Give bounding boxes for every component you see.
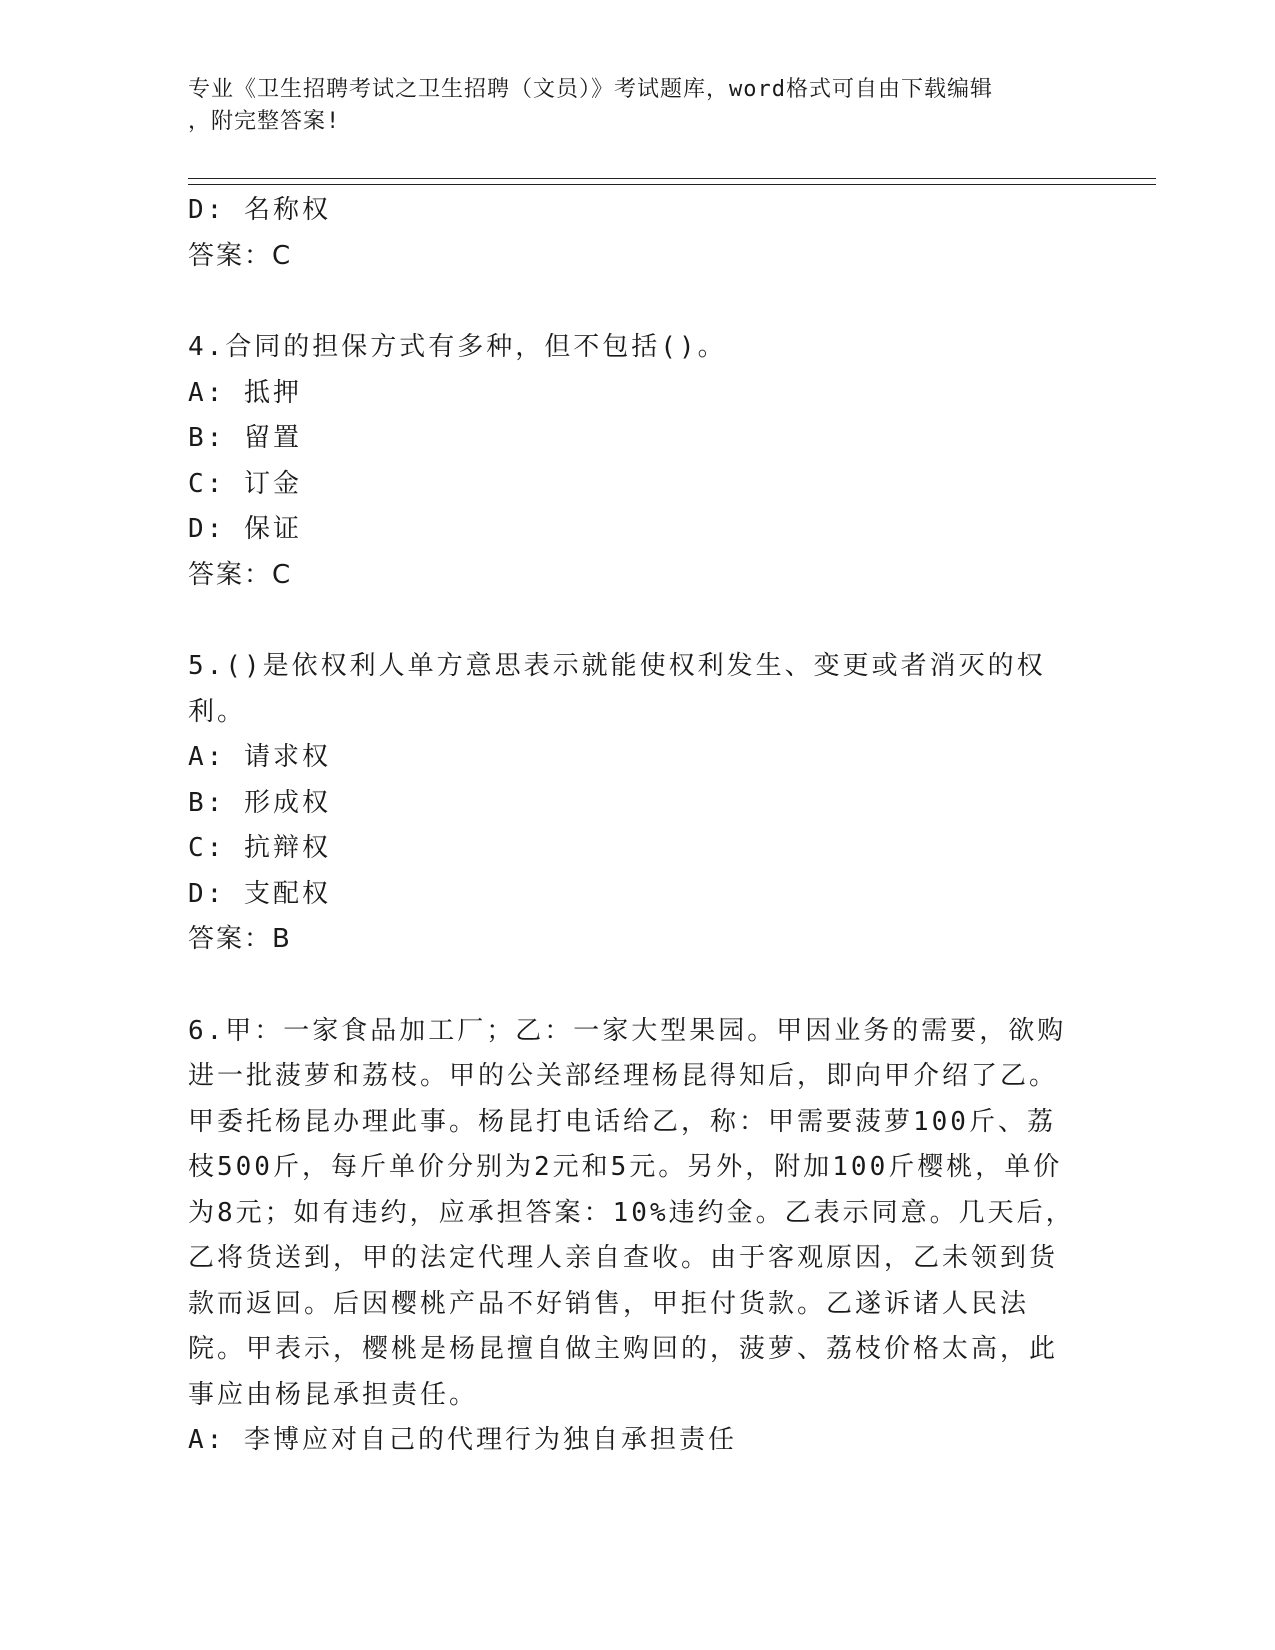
q4-option-d: D: 保证: [188, 514, 302, 544]
document-header: [188, 74, 1068, 138]
spacer: [188, 279, 1088, 325]
q5-option-d: D: 支配权: [188, 878, 331, 909]
spacer: [188, 598, 1088, 644]
q3-option-d: D: 名称权: [188, 195, 331, 225]
q4-option-b: B: 留置: [188, 423, 302, 453]
q4-option-c: C: 订金: [188, 468, 302, 499]
q5-option-b: B: 形成权: [188, 787, 331, 818]
q5-option-c: C: 抗辩权: [188, 833, 331, 863]
header-divider: [188, 178, 1156, 185]
q4-question: 4.合同的担保方式有多种，但不包括()。: [188, 332, 727, 362]
q5-question: 5.()是依权利人单方意思表示就能使权利发生、变更或者消灭的权利。: [188, 651, 1046, 727]
q5-option-a: A: 请求权: [188, 742, 331, 772]
q6-option-a: A: 李博应对自己的代理行为独自承担责任: [188, 1425, 737, 1455]
header-title-line-1: 专业《卫生招聘考试之卫生招聘（文员）》考试题库，word格式可自由下载编辑: [188, 77, 993, 102]
question-content: [188, 188, 1088, 1464]
spacer: [188, 963, 1088, 1009]
q4-answer: 答案：C: [188, 559, 293, 590]
q6-question: 6.甲：一家食品加工厂；乙：一家大型果园。甲因业务的需要，欲购进一批菠萝和荔枝。甲的公关部经理杨昆得知后，即向甲介绍了乙。甲委托杨昆办理此事。杨昆打电话给乙，称：甲需要菠萝100斤、荔枝500斤，每斤单价分别为2元和5元。另外，附加100斤樱桃，单价为8元；如有违约，应承担答案：10%违约金。乙表示同意。几天后，乙将货送到，甲的法定代理人亲自查收。由于客观原因，乙未领到货款而返回。后因樱桃产品不好销售，甲拒付货款。乙遂诉诸人民法院。甲表示，樱桃是杨昆擅自做主购回的，菠萝、荔枝价格太高，此事应由杨昆承担责任。: [188, 1015, 1075, 1410]
q4-option-a: A: 抵押: [188, 377, 302, 408]
header-title-line-2: ，附完整答案!: [188, 109, 341, 134]
q5-answer: 答案：B: [188, 924, 292, 954]
q3-answer: 答案：C: [188, 240, 293, 271]
